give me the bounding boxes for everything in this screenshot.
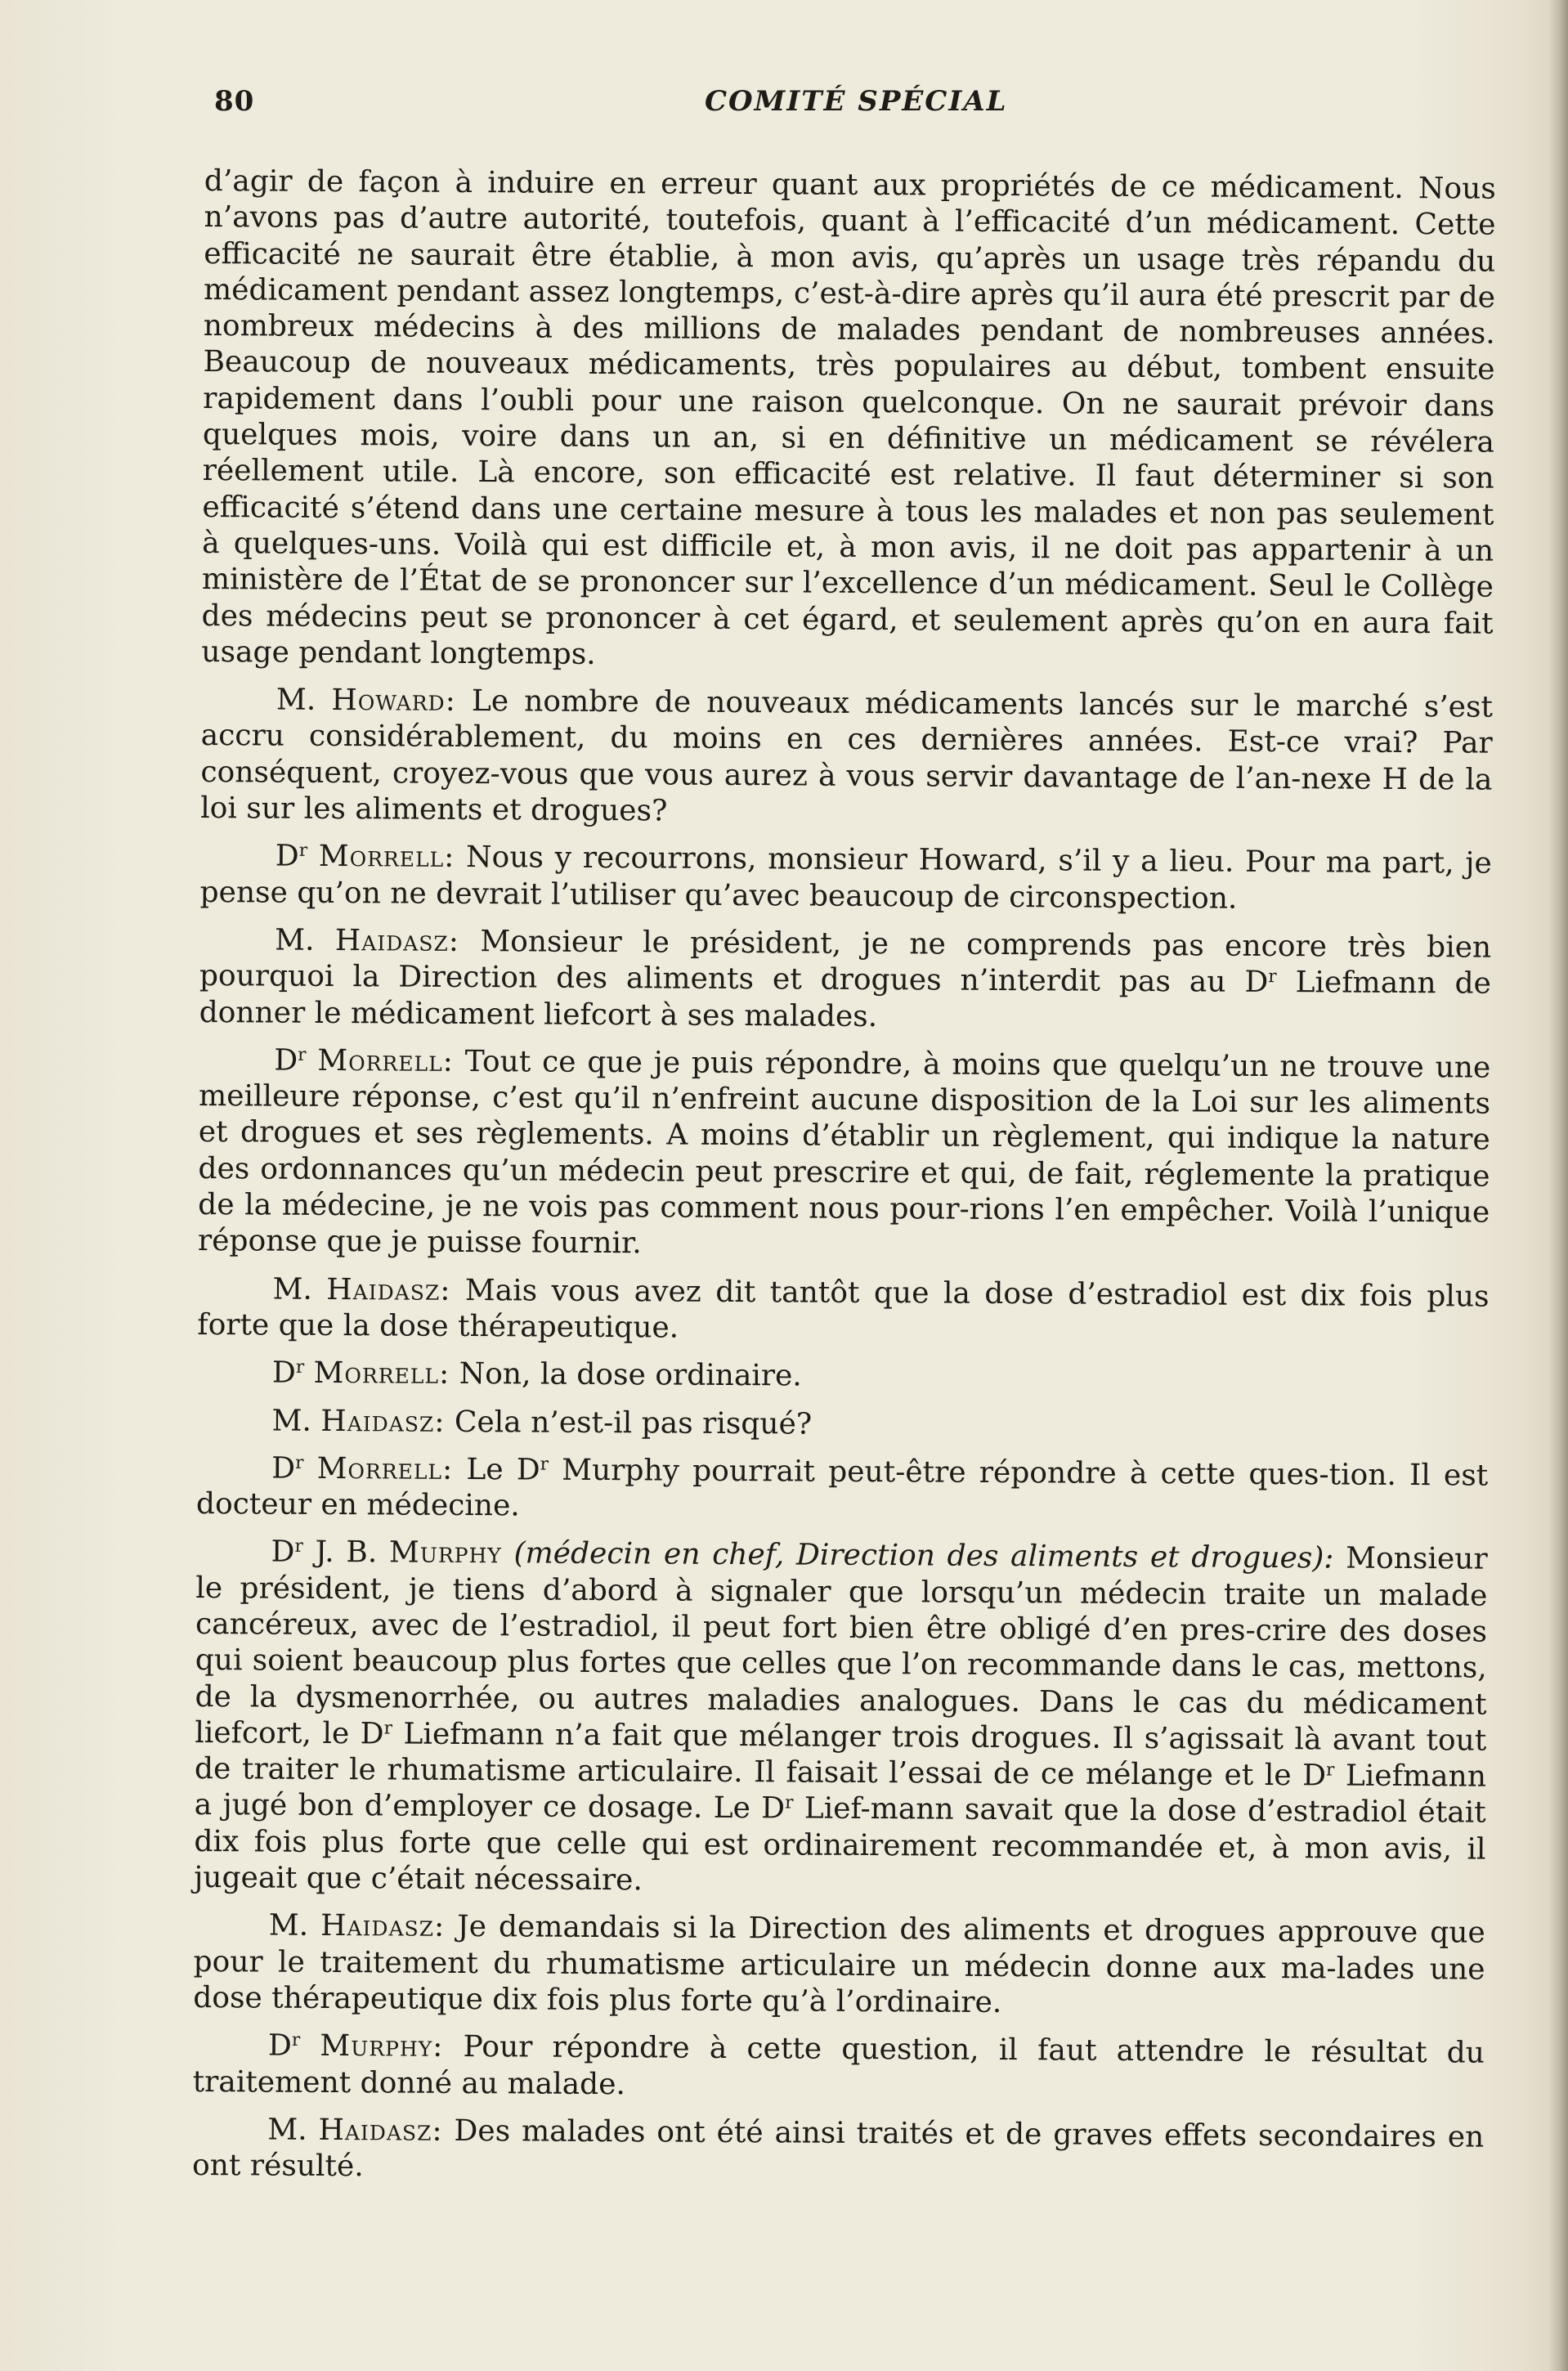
spine-shadow bbox=[1548, 0, 1568, 2371]
paragraph-haidasz-3 bbox=[196, 1402, 1488, 1446]
superscript: r bbox=[295, 1452, 304, 1473]
speech-text: Liefmann a jugé bon d’employer ce dosage. Le D bbox=[194, 1759, 1487, 1826]
speaker-prefix: D bbox=[274, 1043, 298, 1078]
paragraph-haidasz-5 bbox=[192, 2112, 1485, 2192]
paragraph-morrell-4 bbox=[196, 1450, 1489, 1531]
speaker-prefix: D bbox=[267, 2028, 292, 2063]
speaker-name: Murphy: bbox=[320, 2029, 444, 2064]
speaker-prefix: M. bbox=[276, 683, 316, 718]
speech-text: Liefmann n’a fait que mélanger trois drogues. Il s’agissait là avant tout de traiter le rhumatisme articulaire. Il faisait l’essai de ce mélange et le D bbox=[194, 1717, 1487, 1793]
speaker-name: Haidasz: bbox=[326, 1272, 451, 1307]
speaker-prefix: D bbox=[271, 1535, 295, 1570]
superscript: r bbox=[298, 840, 308, 862]
paragraph-continuation: d’agir de façon à induire en erreur quant aux propriétés de ce médicament. Nous n’avons pas d’autre autorité, toutefois, quant à l’efficacité d’un médicament. Cette efficacité ne saurait être établie, à mon avis, qu’après un usage très répandu du médicament pendant assez longtemps, c’est-à-dire après qu’il aura été prescrit par de nombreux médecins à des millions de malades pendant de nombreuses années. Beaucoup de nouveaux médicaments, très populaires au début, tombent ensuite rapidement dans l’oubli pour une raison quelconque. On ne saurait prévoir dans quelques mois, voire dans un an, si en définitive un médicament se révélera réellement utile. Là encore, son efficacité est relative. Il faut déterminer si son efficacité s’étend dans une certaine mesure à tous les malades et non pas seulement à quelques-uns. Voilà qui est difficile et, à mon avis, il ne doit pas appartenir à un ministère de l’État de se prononcer sur l’excellence d’un médicament. Seul le Collège des médecins peut se prononcer à cet égard, et seulement après qu’on en aura fait usage pendant longtemps. bbox=[201, 164, 1496, 671]
superscript: r bbox=[294, 1536, 303, 1558]
speech-text: Je demandais si la Direction des aliments et drogues approuve que pour le traitement du rhumatisme articulaire un médecin donne aux ma-lades une dose thérapeutique dix fois plus forte qu’à l’ordinaire. bbox=[193, 1910, 1485, 2019]
speaker-prefix: D bbox=[271, 1356, 296, 1390]
speaker-initials: J. B. bbox=[315, 1535, 378, 1570]
speaker-prefix: M. bbox=[268, 1908, 309, 1943]
speaker-name: Haidasz: bbox=[320, 1404, 446, 1439]
paragraph-haidasz-4 bbox=[193, 1907, 1485, 2024]
superscript: r bbox=[540, 1454, 549, 1475]
speech-text: Le D bbox=[466, 1452, 540, 1487]
speech-text: Murphy pourrait peut-être répondre à cette ques-tion. Il est docteur en médecine. bbox=[195, 1453, 1489, 1523]
superscript: r bbox=[1326, 1759, 1335, 1781]
paragraph-haidasz-2 bbox=[197, 1271, 1490, 1351]
running-head: COMITÉ SPÉCIAL bbox=[705, 85, 1008, 118]
speech-text: Cela n’est-il pas risqué? bbox=[454, 1405, 813, 1441]
page-number: 80 bbox=[214, 85, 255, 118]
superscript: r bbox=[295, 1357, 305, 1378]
speaker-name: Haidasz: bbox=[320, 1909, 446, 1944]
speaker-name: Morrell: bbox=[318, 840, 455, 875]
superscript: r bbox=[291, 2030, 301, 2051]
speaker-name: Howard: bbox=[331, 684, 456, 719]
speech-text: Tout ce que je puis répondre, à moins que quelqu’un ne trouve une meilleure réponse, c’est qu’il n’enfreint aucune disposition de la Loi sur les aliments et drogues et ses règlements. A moins d’établir un règlement, qui indique la nature des ordonnances qu’un médecin peut prescrire et qui, de fait, réglemente la pratique de la médecine, je ne vois pas comment nous pour-rions l’en empêcher. Voilà l’unique réponse que je puisse fournir. bbox=[197, 1044, 1491, 1261]
paragraph-morrell-3 bbox=[197, 1355, 1489, 1399]
paragraph-haidasz-1 bbox=[199, 922, 1492, 1039]
paragraph-murphy-1 bbox=[194, 1534, 1488, 1904]
speaker-name: Haidasz: bbox=[318, 2113, 443, 2148]
page-header bbox=[214, 85, 1480, 124]
speech-text: Pour répondre à cette question, il faut attendre le résultat du traitement donné au malade. bbox=[192, 2030, 1485, 2101]
speaker-role: (médecin en chef, Direction des aliments et drogues): bbox=[513, 1536, 1334, 1575]
superscript: r bbox=[785, 1792, 794, 1814]
paragraph-murphy-2 bbox=[193, 2028, 1485, 2108]
body-text bbox=[192, 164, 1496, 2203]
paragraph-morrell-1 bbox=[199, 838, 1492, 918]
speech-text: Le nombre de nouveaux médicaments lancés sur le marché s’est accru considérablement, du moins en ces dernières années. Est-ce vrai? Par conséquent, croyez-vous que vous aurez à vous servir davantage de l’an-nexe H de la loi sur les aliments et drogues? bbox=[200, 684, 1494, 828]
speaker-prefix: M. bbox=[275, 923, 315, 957]
superscript: r bbox=[298, 1044, 307, 1065]
speaker-prefix: M. bbox=[271, 1404, 312, 1438]
speech-text: Monsieur le président, je tiens d’abord à signaler que lorsqu’un médecin traite un malade cancéreux, avec de l’estradiol, il peut fort bien être obligé d’en pres-crire des doses qui soient beaucoup plus fortes que celles que l’on recommande dans le cas, mettons, de la dysmenorrhée, ou autres maladies analogues. Dans le cas du médicament liefcort, le D bbox=[195, 1541, 1488, 1751]
superscript: r bbox=[383, 1718, 393, 1739]
speaker-name: Morrell: bbox=[317, 1043, 455, 1078]
speech-text: Des malades ont été ainsi traités et de graves effets secondaires en ont résulté. bbox=[191, 2113, 1485, 2184]
speech-text: Nous y recourrons, monsieur Howard, s’il y a lieu. Pour ma part, je pense qu’on ne devrait l’utiliser qu’avec beaucoup de circonspection. bbox=[199, 840, 1492, 916]
speaker-name: Murphy bbox=[388, 1535, 502, 1571]
speaker-prefix: M. bbox=[272, 1272, 313, 1307]
speaker-name: Morrell: bbox=[313, 1356, 450, 1392]
paragraph-howard bbox=[200, 682, 1493, 835]
speech-text: Non, la dose ordinaire. bbox=[459, 1357, 802, 1393]
paragraph-morrell-2 bbox=[198, 1042, 1491, 1267]
speech-text: Mais vous avez dit tantôt que la dose d’estradiol est dix fois plus forte que la dose thérapeutique. bbox=[197, 1273, 1490, 1345]
speech-text: Lief-mann savait que la dose d’estradiol était dix fois plus forte que celle qui est ordinairement recommandée et, à mon avis, il jugeait que c’était nécessaire. bbox=[194, 1791, 1486, 1898]
speaker-prefix: M. bbox=[267, 2113, 307, 2147]
speaker-name: Morrell: bbox=[316, 1451, 454, 1486]
superscript: r bbox=[1268, 966, 1277, 988]
speech-text: Monsieur le président, je ne comprends pas encore très bien pourquoi la Direction des aliments et drogues n’interdit pas au D bbox=[199, 925, 1492, 1000]
speech-text: Liefmann de donner le médicament liefcort à ses malades. bbox=[199, 966, 1492, 1033]
speaker-prefix: D bbox=[271, 1451, 296, 1486]
speaker-prefix: D bbox=[275, 839, 299, 874]
speaker-name: Haidasz: bbox=[334, 923, 460, 958]
